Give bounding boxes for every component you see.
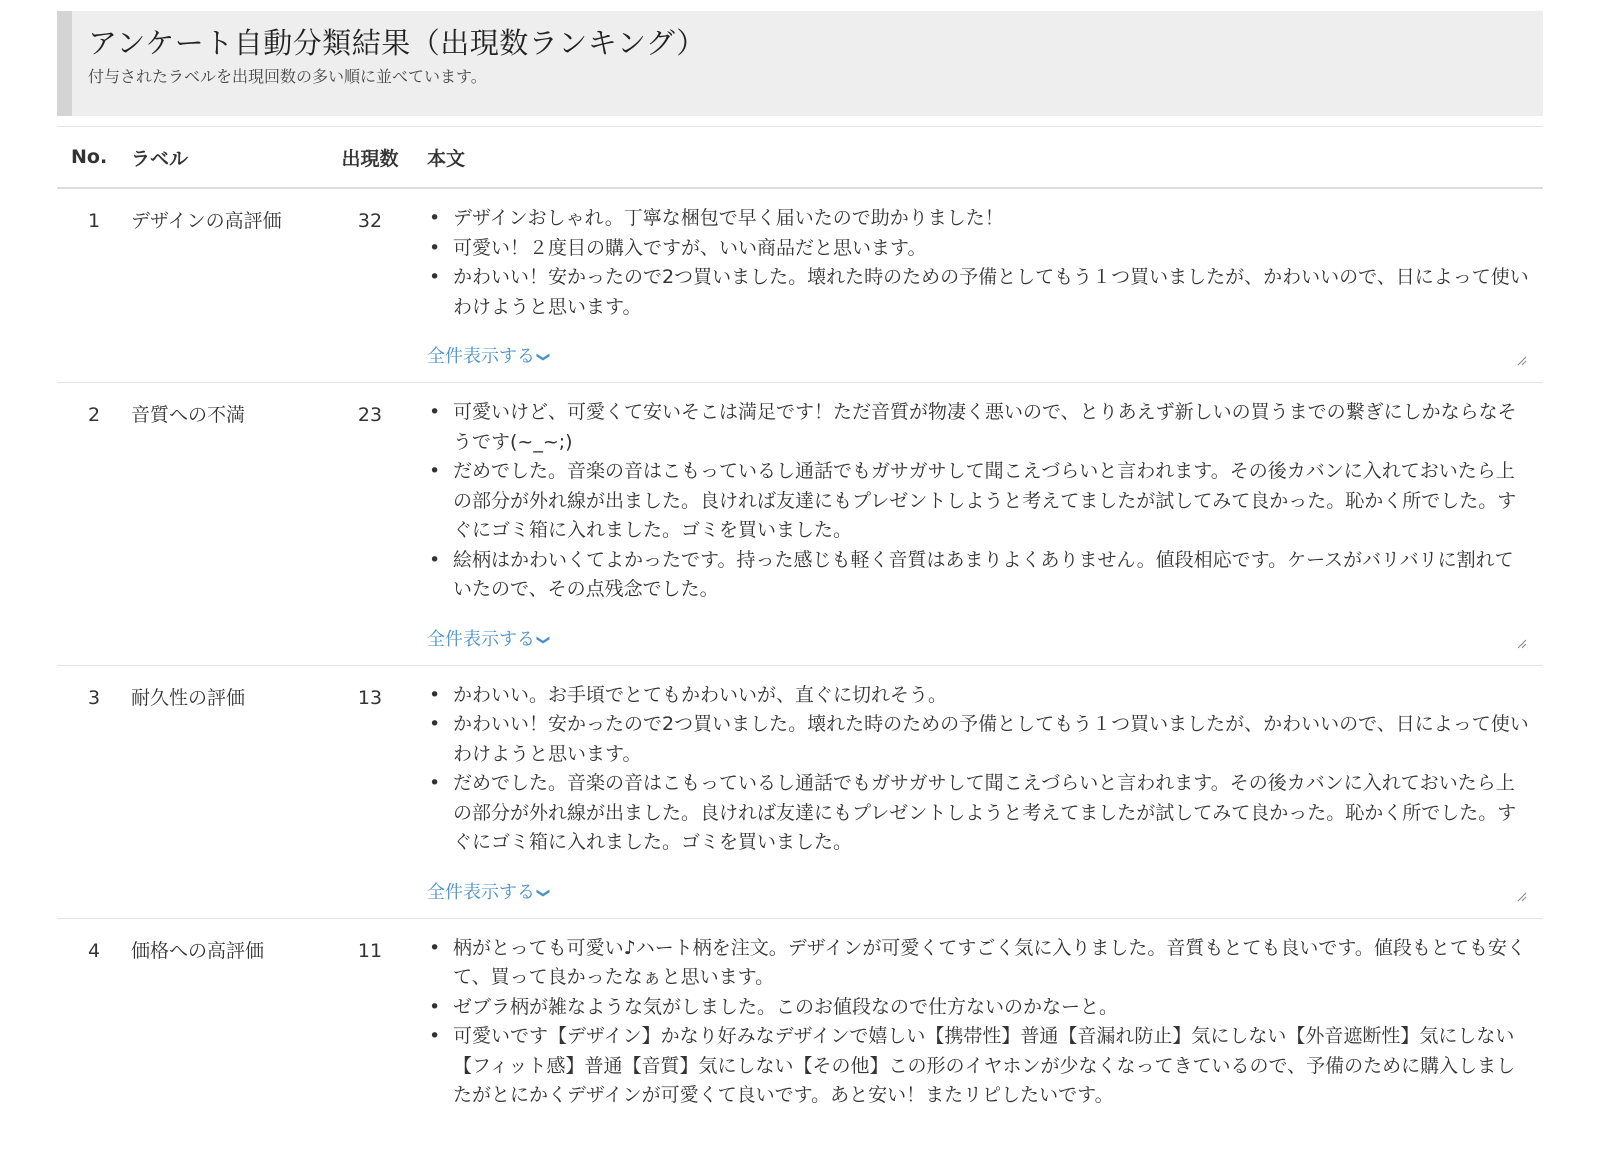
show-all-link[interactable] [427,627,551,653]
row-count: 32 [357,210,383,232]
row-number: 4 [87,939,101,962]
comment-list [427,204,1529,322]
comment-list [427,681,1529,858]
table-row [57,919,1543,1111]
column-header-label: ラベル [131,147,189,170]
comment-item: • だめでした。音楽の音はこもっているし通話でもガサガサして聞こえづらいと言われます。その後カバンに入れておいたら上の部分が外れ線が出ました。良ければ友達にもプレゼントしようと考えてましたが試してみて良かった。恥かく所でした。すぐにゴミ箱に入れました。ゴミを買いました。 [427,769,1529,858]
row-comments[interactable] [419,666,1543,918]
row-number: 2 [87,404,101,426]
comment-item: • 可愛い！２度目の購入ですが、いい商品だと思います。 [427,234,1529,264]
comment-item: • 可愛いけど、可愛くて安いそこは満足です！ただ音質が物凄く悪いので、とりあえず新しいの買うまでの繋ぎにしかならなそうです(~_~;) [427,398,1529,457]
chevron-down-icon: ❯ [535,887,551,898]
row-label: 価格への高評価 [131,939,265,962]
comment-item: • 可愛いです【デザイン】かなり好みなデザインで嬉しい【携帯性】普通【音漏れ防止】気にしない【外音遮断性】気にしない【フィット感】普通【音質】気にしない【その他】この形のイヤホンが少なくなってきているので、予備のために購入しましたがとにかくデザインが可愛くて良いです。あと安い！またリピしたいです。 [427,1022,1529,1111]
row-label: 音質への不満 [131,404,246,426]
resize-handle-icon[interactable] [1517,356,1527,366]
row-comments[interactable] [419,383,1543,665]
column-header-text: 本文 [427,147,466,170]
comment-item: • かわいい！安かったので2つ買いました。壊れた時のための予備としてもう１つ買いましたが、かわいいので、日によって使いわけようと思います。 [427,263,1529,322]
comment-list [427,398,1529,605]
comment-item: • かわいい。お手頃でとてもかわいいが、直ぐに切れそう。 [427,681,1529,711]
comment-item: • 柄がとっても可愛い♪ハート柄を注文。デザインが可愛くてすごく気に入りました。音質もとても良いです。値段もとても安くて、買って良かったなぁと思います。 [427,934,1529,993]
show-all-label: 全件表示する [427,346,535,367]
row-label: デザインの高評価 [131,210,282,232]
show-all-label: 全件表示する [427,628,535,650]
chevron-down-icon: ❯ [535,351,551,363]
table-header [57,127,1543,189]
page-header [57,11,1543,116]
show-all-link[interactable] [427,344,551,370]
resize-handle-icon[interactable] [1517,892,1527,902]
column-header-no: No. [71,146,108,168]
comment-item: • かわいい！安かったので2つ買いました。壊れた時のための予備としてもう１つ買いましたが、かわいいので、日によって使いわけようと思います。 [427,710,1529,769]
row-number: 1 [87,210,101,232]
row-count: 13 [357,686,383,709]
page-subtitle: 付与されたラベルを出現回数の多い順に並べています。 [88,67,487,86]
row-number: 3 [87,686,101,709]
comment-item: • デザインおしゃれ。丁寧な梱包で早く届いたので助かりました！ [427,204,1529,234]
table-row [57,189,1543,383]
comment-list [427,934,1529,1111]
table-row [57,383,1543,666]
row-count: 23 [357,404,383,426]
chevron-down-icon: ❯ [535,634,551,645]
ranking-table [57,126,1543,1111]
column-header-count: 出現数 [341,147,399,170]
page [57,11,1543,1111]
row-label: 耐久性の評価 [131,686,246,709]
row-count: 11 [357,939,383,962]
show-all-link[interactable] [427,880,551,906]
row-comments[interactable] [419,189,1543,382]
comment-item: • だめでした。音楽の音はこもっているし通話でもガサガサして聞こえづらいと言われます。その後カバンに入れておいたら上の部分が外れ線が出ました。良ければ友達にもプレゼントしようと考えてましたが試してみて良かった。恥かく所でした。すぐにゴミ箱に入れました。ゴミを買いました。 [427,457,1529,546]
comment-item: • 絵柄はかわいくてよかったです。持った感じも軽く音質はあまりよくありません。値段相応です。ケースがバリバリに割れていたので、その点残念でした。 [427,546,1529,605]
show-all-label: 全件表示する [427,881,535,903]
comment-item: • ゼブラ柄が雑なような気がしました。このお値段なので仕方ないのかなーと。 [427,993,1529,1023]
resize-handle-icon[interactable] [1517,639,1527,649]
page-title: アンケート自動分類結果（出現数ランキング） [88,26,706,60]
table-row [57,666,1543,919]
row-comments[interactable] [419,919,1543,1111]
